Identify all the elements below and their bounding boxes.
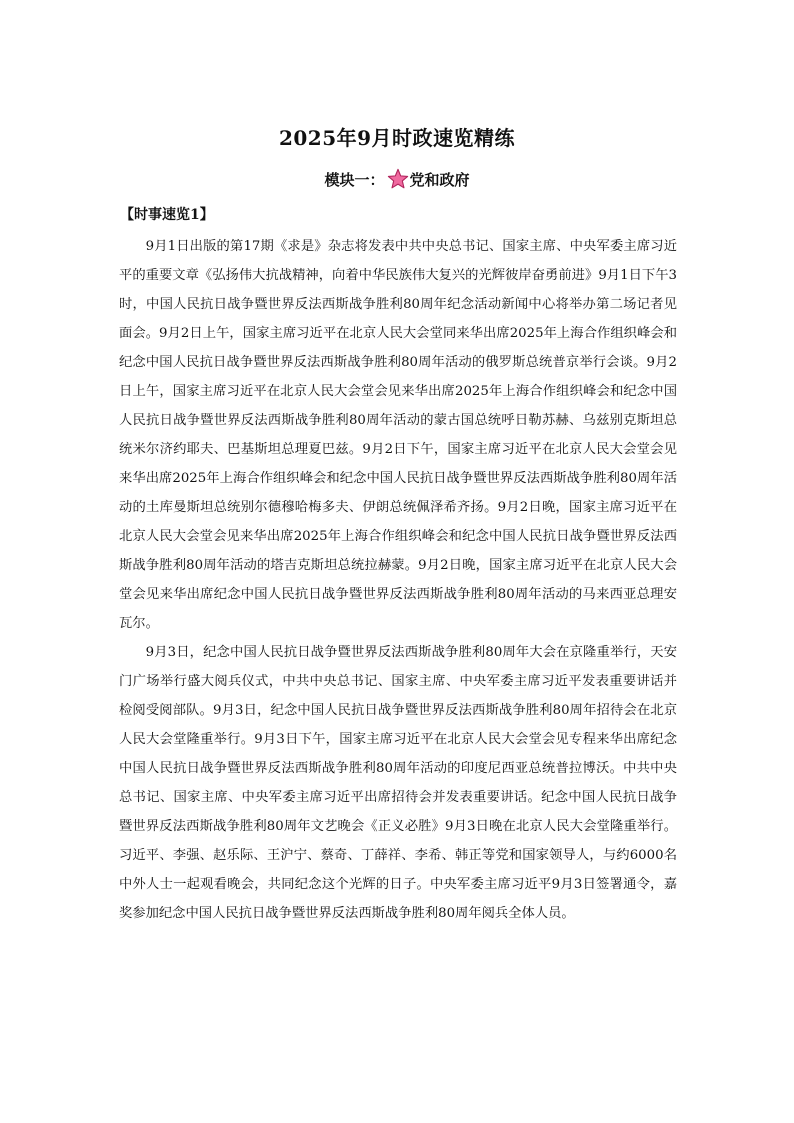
page-title: 2025年9月时政速览精练 (278, 126, 516, 150)
module-heading (0, 168, 794, 192)
module-label: 模块一： (324, 171, 385, 189)
section-tag: 【时事速览1】 (120, 207, 214, 223)
paragraph-1: 9月1日出版的第17期《求是》杂志将发表中共中央总书记、国家主席、中央军委主席习近平的重要文章《弘扬伟大抗战精神，向着中华民族伟大复兴的光辉彼岸奋勇前进》9月1日下午3时，中国人民抗日战争暨世界反法西斯战争胜利80周年纪念活动新闻中心将举办第二场记者见面会。9月2日上午，国家主席习近平在北京人民大会堂同来华出席2025年上海合作组织峰会和纪念中国人民抗日战争暨世界反法西斯战争胜利80周年活动的俄罗斯总统普京举行会谈。9月2日上午，国家主席习近平在北京人民大会堂会见来华出席2025年上海合作组织峰会和纪念中国人民抗日战争暨世界反法西斯战争胜利80周年活动的蒙古国总统呼日勒苏赫、乌兹别克斯坦总统米尔济约耶夫、巴基斯坦总理夏巴兹。9月2日下午，国家主席习近平在北京人民大会堂会见来华出席2025年上海合作组织峰会和纪念中国人民抗日战争暨世界反法西斯战争胜利80周年活动的土库曼斯坦总统别尔德穆哈梅多夫、伊朗总统佩泽希齐扬。9月2日晚，国家主席习近平在北京人民大会堂会见来华出席2025年上海合作组织峰会和纪念中国人民抗日战争暨世界反法西斯战争胜利80周年活动的塔吉克斯坦总统拉赫蒙。9月2日晚，国家主席习近平在北京人民大会堂会见来华出席纪念中国人民抗日战争暨世界反法西斯战争胜利80周年活动的马来西亚总理安瓦尔。 (119, 239, 677, 631)
body-text (119, 232, 677, 928)
module-name: 党和政府 (409, 171, 470, 189)
pink-star-icon (387, 168, 409, 190)
paragraph-2: 9月3日，纪念中国人民抗日战争暨世界反法西斯战争胜利80周年大会在京隆重举行，天安门广场举行盛大阅兵仪式，中共中央总书记、国家主席、中央军委主席习近平发表重要讲话并检阅受阅部队。9月3日，纪念中国人民抗日战争暨世界反法西斯战争胜利80周年招待会在北京人民大会堂隆重举行。9月3日下午，国家主席习近平在北京人民大会堂会见专程来华出席纪念中国人民抗日战争暨世界反法西斯战争胜利80周年活动的印度尼西亚总统普拉博沃。中共中央总书记、国家主席、中央军委主席习近平出席招待会并发表重要讲话。纪念中国人民抗日战争暨世界反法西斯战争胜利80周年文艺晚会《正义必胜》9月3日晚在北京人民大会堂隆重举行。习近平、李强、赵乐际、王沪宁、蔡奇、丁薛祥、李希、韩正等党和国家领导人，与约6000名中外人士一起观看晚会，共同纪念这个光辉的日子。中央军委主席习近平9月3日签署通令，嘉奖参加纪念中国人民抗日战争暨世界反法西斯战争胜利80周年阅兵全体人员。 (119, 645, 677, 921)
